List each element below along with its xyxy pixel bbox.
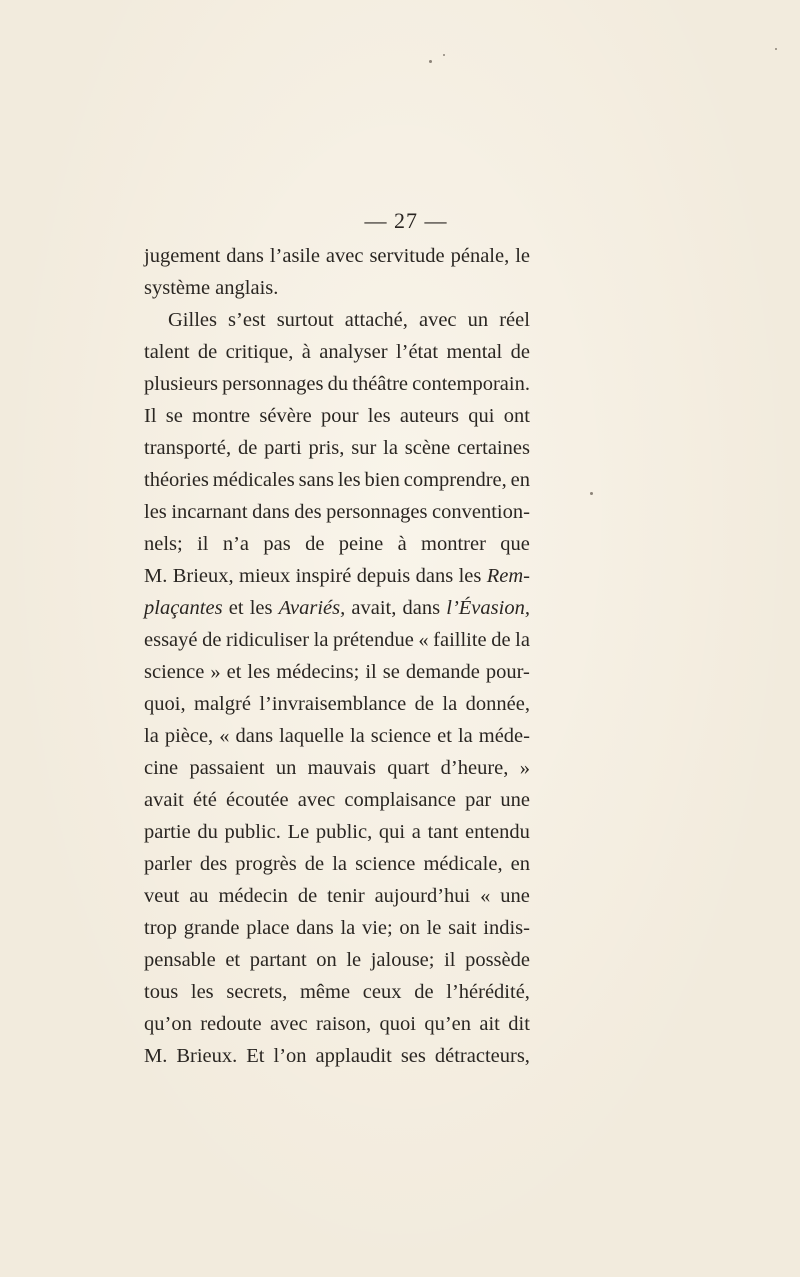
word: il xyxy=(365,661,377,683)
text-line xyxy=(144,560,530,592)
word: médecin xyxy=(218,885,288,907)
word: dans xyxy=(235,725,274,747)
word: partie xyxy=(144,821,191,843)
word: théâtre xyxy=(352,373,409,395)
word: par xyxy=(465,789,492,811)
word: cine xyxy=(144,757,179,779)
word: parti xyxy=(264,437,302,459)
word: science xyxy=(370,725,432,747)
word: il xyxy=(197,533,209,555)
text-line xyxy=(144,528,530,560)
word: quart xyxy=(387,757,430,779)
word: indis- xyxy=(483,917,530,939)
word: se xyxy=(165,405,183,427)
paper-speck xyxy=(429,60,432,63)
body-text xyxy=(144,240,530,1072)
word: de xyxy=(202,629,222,651)
italic-word: Rem- xyxy=(486,565,530,587)
word: dans xyxy=(296,917,334,939)
text-line xyxy=(144,368,530,400)
word: essayé xyxy=(144,629,198,651)
word: incarnant xyxy=(171,501,248,523)
word: au xyxy=(189,885,209,907)
text-line xyxy=(144,1008,530,1040)
word: avec xyxy=(418,309,457,331)
word: la xyxy=(340,917,356,939)
word: une xyxy=(500,789,530,811)
word: tous xyxy=(144,981,179,1003)
word: grande xyxy=(183,917,240,939)
word: public, xyxy=(315,821,373,843)
text-line xyxy=(144,624,530,656)
word: pas xyxy=(263,533,291,555)
word: personnages xyxy=(326,501,428,523)
word: redoute xyxy=(200,1013,262,1035)
word: en xyxy=(510,469,530,491)
text-line xyxy=(144,336,530,368)
word: réel xyxy=(499,309,530,331)
word: surtout xyxy=(276,309,334,331)
word: M. xyxy=(144,565,168,587)
word: l’on xyxy=(273,1045,307,1067)
text-line xyxy=(144,240,530,272)
word: complaisance xyxy=(344,789,456,811)
word: certaines xyxy=(457,437,530,459)
word: pour- xyxy=(485,661,530,683)
word: la xyxy=(349,725,365,747)
word: comprendre, xyxy=(403,469,507,491)
word: Le xyxy=(287,821,310,843)
word: tenir xyxy=(327,885,365,907)
word: et xyxy=(437,725,452,747)
text-line xyxy=(144,912,530,944)
text-line xyxy=(144,496,530,528)
word: quoi, xyxy=(144,693,186,715)
italic-word: l’Évasion, xyxy=(446,597,530,619)
word: des xyxy=(199,853,228,875)
word: science xyxy=(144,661,205,683)
word: aujourd’hui xyxy=(374,885,471,907)
word: que xyxy=(500,533,530,555)
word: applaudit xyxy=(315,1045,392,1067)
word: » xyxy=(210,661,221,683)
word: ridiculiser xyxy=(225,629,310,651)
word: système anglais. xyxy=(144,277,279,299)
word: faillite xyxy=(433,629,487,651)
word: donnée, xyxy=(465,693,530,715)
word: de xyxy=(510,341,530,363)
word: de xyxy=(491,629,511,651)
word: quoi xyxy=(379,1013,416,1035)
word: attaché, xyxy=(344,309,408,331)
text-line xyxy=(144,720,530,752)
word: l’invraisemblance xyxy=(259,693,407,715)
word: des xyxy=(294,501,322,523)
paper-speck xyxy=(775,48,777,50)
word: de xyxy=(297,885,318,907)
word: le xyxy=(426,917,442,939)
text-line xyxy=(144,880,530,912)
word: le xyxy=(515,245,530,267)
word: Brieux, xyxy=(172,565,234,587)
word: mental xyxy=(446,341,503,363)
word: on xyxy=(399,917,420,939)
word: pris, xyxy=(308,437,345,459)
word: la xyxy=(515,629,530,651)
word: médicales xyxy=(212,469,295,491)
word: du xyxy=(197,821,218,843)
word: les xyxy=(337,469,361,491)
word: possède xyxy=(465,949,530,971)
word: « xyxy=(480,885,491,907)
word: demande xyxy=(405,661,480,683)
word: un xyxy=(467,309,489,331)
word: bien xyxy=(364,469,400,491)
text-line xyxy=(144,688,530,720)
word: sans xyxy=(298,469,334,491)
word: médecins; xyxy=(276,661,360,683)
word: inspiré xyxy=(295,565,352,587)
word: peine xyxy=(338,533,384,555)
word: théories xyxy=(144,469,209,491)
text-line xyxy=(144,752,530,784)
word: de xyxy=(414,981,434,1003)
italic-word: plaçantes xyxy=(144,597,223,619)
word: plusieurs xyxy=(144,373,219,395)
word: Brieux. xyxy=(176,1045,238,1067)
word: de xyxy=(414,693,434,715)
word: place xyxy=(246,917,290,939)
word: mieux xyxy=(239,565,291,587)
word: tant xyxy=(427,821,459,843)
word: la xyxy=(457,725,473,747)
word: du xyxy=(327,373,349,395)
word: dit xyxy=(508,1013,530,1035)
paper-speck xyxy=(443,54,445,56)
word: pièce, xyxy=(164,725,214,747)
word: écoutée xyxy=(226,789,289,811)
word: dans xyxy=(226,245,264,267)
word: l’asile xyxy=(269,245,320,267)
word: raison, xyxy=(315,1013,372,1035)
word: analyser xyxy=(319,341,388,363)
word: avec xyxy=(270,1013,308,1035)
word: la xyxy=(332,853,348,875)
word: laquelle xyxy=(279,725,344,747)
word: Et xyxy=(246,1045,265,1067)
word: à xyxy=(301,341,311,363)
word: montre xyxy=(192,405,251,427)
word: dans xyxy=(402,597,441,619)
text-line xyxy=(144,784,530,816)
word: un xyxy=(275,757,297,779)
word: s’est xyxy=(228,309,266,331)
word: la xyxy=(442,693,458,715)
word: avait, xyxy=(351,597,397,619)
word: passaient xyxy=(189,757,265,779)
text-line xyxy=(144,976,530,1008)
word: n’a xyxy=(222,533,250,555)
word: Il xyxy=(144,405,157,427)
text-line xyxy=(144,304,530,336)
word: trop xyxy=(144,917,178,939)
word: contemporain. xyxy=(412,373,530,395)
word: pensable xyxy=(144,949,216,971)
word: méde- xyxy=(478,725,530,747)
word: été xyxy=(192,789,217,811)
word: se xyxy=(382,661,400,683)
word: on xyxy=(316,949,337,971)
word: la xyxy=(144,725,159,747)
text-line xyxy=(144,656,530,688)
word: dans xyxy=(252,501,290,523)
word: veut xyxy=(144,885,180,907)
text-line xyxy=(144,1040,530,1072)
word: en xyxy=(510,853,530,875)
word: jalouse; xyxy=(370,949,435,971)
word: prétendue xyxy=(332,629,414,651)
word: auteurs xyxy=(399,405,460,427)
text-line xyxy=(144,944,530,976)
word: de xyxy=(305,533,325,555)
word: ont xyxy=(503,405,530,427)
word: les xyxy=(458,565,482,587)
word: sévère xyxy=(259,405,312,427)
word: public. xyxy=(224,821,281,843)
word: de xyxy=(237,437,258,459)
word: avait xyxy=(144,789,184,811)
word: entendu xyxy=(464,821,530,843)
word: transporté, xyxy=(144,437,232,459)
word: avec xyxy=(297,789,336,811)
word: et xyxy=(225,949,241,971)
word: convention- xyxy=(432,501,530,523)
word: ceux xyxy=(362,981,402,1003)
word: médicale, xyxy=(423,853,503,875)
word: il xyxy=(444,949,456,971)
word: sur xyxy=(351,437,377,459)
word: malgré xyxy=(194,693,251,715)
word: détracteurs, xyxy=(434,1045,530,1067)
word: Gilles xyxy=(168,309,217,331)
word: science xyxy=(355,853,416,875)
italic-word: Avariés, xyxy=(278,597,346,619)
word: progrès xyxy=(235,853,297,875)
word: la xyxy=(383,437,398,459)
word: jugement xyxy=(144,245,221,267)
word: de xyxy=(197,341,218,363)
word: les xyxy=(247,661,271,683)
word: la xyxy=(313,629,329,651)
word: vie; xyxy=(361,917,393,939)
word: M. xyxy=(144,1045,168,1067)
word: qui xyxy=(468,405,495,427)
word: pour xyxy=(320,405,359,427)
word: depuis xyxy=(356,565,411,587)
page-number: — 27 — xyxy=(364,208,448,233)
text-line xyxy=(144,432,530,464)
word: le xyxy=(346,949,362,971)
word: qu’en xyxy=(424,1013,472,1035)
word: qui xyxy=(378,821,406,843)
word: avec xyxy=(325,245,364,267)
text-line xyxy=(144,848,530,880)
word: les xyxy=(190,981,214,1003)
word: nels; xyxy=(144,533,183,555)
word: dans xyxy=(415,565,454,587)
word: ses xyxy=(400,1045,426,1067)
word: mauvais xyxy=(307,757,376,779)
text-line xyxy=(144,592,530,624)
word: qu’on xyxy=(144,1013,192,1035)
word: même xyxy=(299,981,351,1003)
word: a xyxy=(411,821,421,843)
word: talent xyxy=(144,341,190,363)
word: les xyxy=(144,501,167,523)
word: et xyxy=(226,661,242,683)
word: montrer xyxy=(421,533,486,555)
word: les xyxy=(367,405,391,427)
word: de xyxy=(304,853,325,875)
text-line xyxy=(144,400,530,432)
word: à xyxy=(397,533,407,555)
word: partant xyxy=(249,949,307,971)
word: secrets, xyxy=(226,981,288,1003)
word: « xyxy=(219,725,230,747)
word: scène xyxy=(404,437,451,459)
word: parler xyxy=(144,853,192,875)
text-line xyxy=(144,272,530,304)
word: l’état xyxy=(395,341,439,363)
text-line xyxy=(144,464,530,496)
word: sait xyxy=(448,917,477,939)
text-line xyxy=(144,816,530,848)
word: et xyxy=(228,597,244,619)
word: personnages xyxy=(222,373,324,395)
word: servitude xyxy=(369,245,445,267)
word: » xyxy=(519,757,530,779)
word: critique, xyxy=(225,341,294,363)
word: pénale, xyxy=(450,245,510,267)
word: les xyxy=(249,597,273,619)
word: ait xyxy=(479,1013,500,1035)
word: l’hérédité, xyxy=(446,981,530,1003)
word: une xyxy=(500,885,530,907)
word: « xyxy=(418,629,429,651)
word: d’heure, xyxy=(440,757,509,779)
paper-speck xyxy=(590,492,593,495)
